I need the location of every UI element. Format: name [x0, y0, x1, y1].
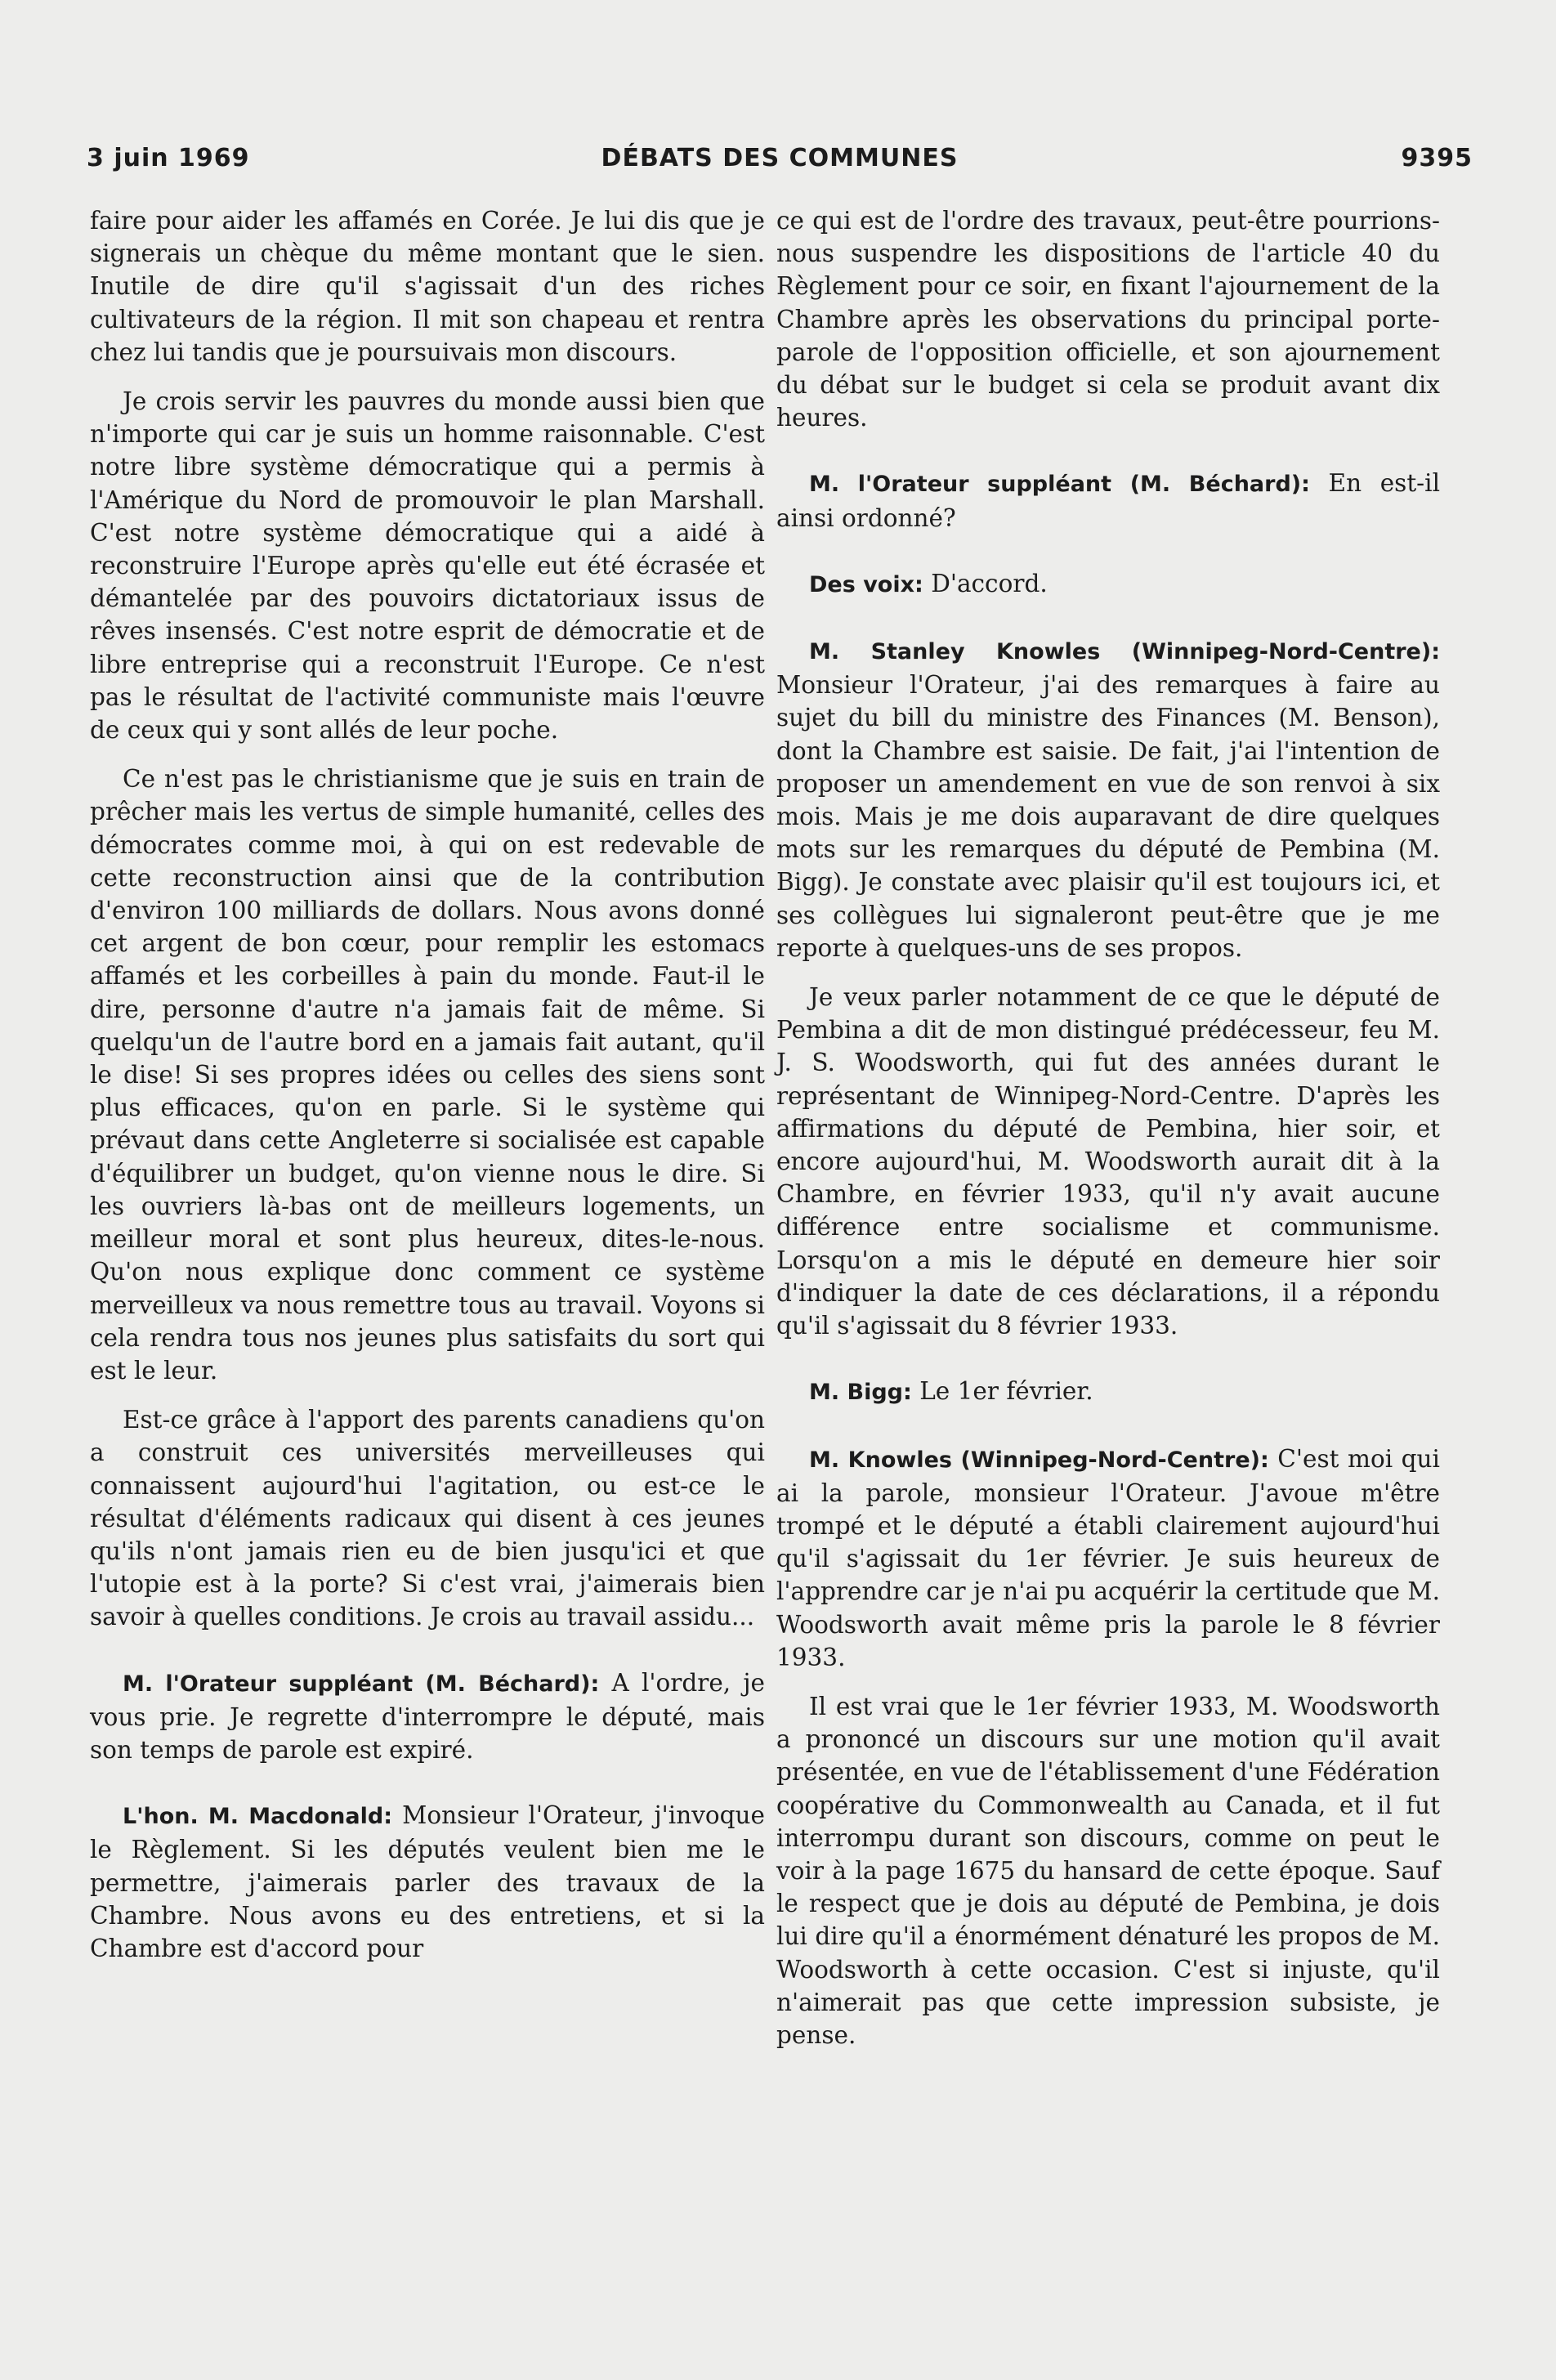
speaker-name: M. Knowles (Winnipeg-Nord-Centre): [809, 1447, 1269, 1473]
paragraph: Il est vrai que le 1er février 1933, M. Woodsworth a prononcé un discours sur une motion qu'il avait présentée, en vue de l'établissement d'une Fédération coopérative du Commonwealth au Canada, et il fut interrompu durant son discours, comme on peut le voir à la page 1675 du hansard de cette époque. Sauf le respect que je dois au député de Pembina, je dois lui dire qu'il a énormément dénaturé les propos de M. Woodsworth à cette occasion. C'est si injuste, qu'il n'aimerait pas que cette impression subsiste, je pense. [776, 1692, 1440, 2049]
speech-text: Le 1er février. [911, 1377, 1093, 1406]
speaker-name: Des voix: [809, 571, 923, 597]
right-column [776, 204, 1440, 2068]
speech-text: C'est moi qui ai la parole, monsieur l'Orateur. J'avoue m'être trompé et le député a établi clairement aujourd'hui qu'il s'agissait du 1er février. Je suis heureux de l'apprendre car je n'ai pu acquérir la certitude que M. Woodsworth avait même pris la parole le 8 février 1933. [776, 1444, 1440, 1671]
header-title: DÉBATS DES COMMUNES [601, 144, 959, 172]
speaker-name: M. l'Orateur suppléant (M. Béchard): [809, 472, 1310, 498]
speech-text: Monsieur l'Orateur, j'invoque le Règlement. Si les députés veulent bien me le permettre, j'aimerais parler des travaux de la Chambre. Nous avons eu des entretiens, et si la Chambre est d'accord pour [90, 1801, 765, 1962]
speech [776, 1443, 1440, 1674]
speech-text: Monsieur l'Orateur, j'ai des remarques à faire au sujet du bill du ministre des Finances (M. Benson), dont la Chambre est saisie. De fait, j'ai l'intention de proposer un amendement en vue de son renvoi à six mois. Mais je me dois auparavant de dire quelques mots sur les remarques du député de Pembina (M. Bigg). Je constate avec plaisir qu'il est toujours ici, et ses collègues lui signaleront peut-être que je me reporte à quelques-uns de ses propos. [776, 671, 1440, 962]
paragraph: Ce n'est pas le christianisme que je suis en train de prêcher mais les vertus de simple humanité, celles des démocrates comme moi, à qui on est redevable de cette reconstruction ainsi que de la contribution d'environ 100 milliards de dollars. Nous avons donné cet argent de bon cœur, pour remplir les estomacs affamés et les corbeilles à pain du monde. Faut-il le dire, personne d'autre n'a jamais fait de même. Si quelqu'un de l'autre bord en a jamais fait autant, qu'il le dise! Si ses propres idées ou celles des siens sont plus efficaces, qu'on en parle. Si le système qui prévaut dans cette Angleterre si socialisée est capable d'équilibrer un budget, qu'on vienne nous le dire. Si les ouvriers là-bas ont de meilleurs logements, un meilleur moral et sont plus heureux, dites-le-nous. Qu'on nous explique donc comment ce système merveilleux va nous remettre tous au travail. Voyons si cela rendra tous nos jeunes plus satisfaits du sort qui est le leur. [90, 765, 765, 1385]
speech [776, 467, 1440, 534]
speech [90, 1666, 765, 1767]
page-header [87, 144, 1473, 180]
paragraph: ce qui est de l'ordre des travaux, peut-être pourrions-nous suspendre les dispositions de l'article 40 du Règlement pour ce soir, en fixant l'ajournement de la Chambre après les observations du principal porte-parole de l'opposition officielle, et son ajournement du débat sur le budget si cela se produit avant dix heures. [776, 207, 1440, 432]
speech [776, 567, 1440, 602]
speech [90, 1799, 765, 1965]
speaker-name: L'hon. M. Macdonald: [123, 1804, 392, 1830]
page-number: 9395 [1401, 144, 1473, 172]
header-date: 3 juin 1969 [87, 144, 250, 172]
paragraph: Est-ce grâce à l'apport des parents canadiens qu'on a construit ces universités merveilleuses qui connaissent aujourd'hui l'agitation, ou est-ce le résultat d'éléments radicaux qui disent à ces jeunes qu'ils n'ont jamais rien eu de bien jusqu'ici et que l'utopie est à la porte? Si c'est vrai, j'aimerais bien savoir à quelles conditions. Je crois au travail assidu... [90, 1406, 765, 1631]
paragraph: faire pour aider les affamés en Corée. Je lui dis que je signerais un chèque du même montant que le sien. Inutile de dire qu'il s'agissait d'un des riches cultivateurs de la région. Il mit son chapeau et rentra chez lui tandis que je poursuivais mon discours. [90, 207, 765, 366]
speech-text: D'accord. [923, 569, 1048, 597]
speech-text: En est-il ainsi ordonné? [776, 469, 1441, 532]
speech-text: A l'ordre, je vous prie. Je regrette d'interrompre le député, mais son temps de parole est expiré. [90, 1668, 765, 1764]
paragraph: Je crois servir les pauvres du monde aussi bien que n'importe qui car je suis un homme raisonnable. C'est notre libre système démocratique qui a permis à l'Amérique du Nord de promouvoir le plan Marshall. C'est notre système démocratique qui a aidé à reconstruire l'Europe après qu'elle eut été écrasée et démantelée par des pouvoirs dictatoriaux issus de rêves insensés. C'est notre esprit de démocratie et de libre entreprise qui a reconstruit l'Europe. Ce n'est pas le résultat de l'activité communiste mais l'œuvre de ceux qui y sont allés de leur poche. [90, 387, 765, 745]
speech [776, 1375, 1440, 1409]
paragraph: Je veux parler notamment de ce que le député de Pembina a dit de mon distingué prédécesseur, feu M. J. S. Woodsworth, qui fut des années durant le représentant de Winnipeg-Nord-Centre. D'après les affirmations du député de Pembina, hier soir, et encore aujourd'hui, M. Woodsworth aurait dit à la Chambre, en février 1933, qu'il n'y avait aucune différence entre socialisme et communisme. Lorsqu'on a mis le député en demeure hier soir d'indiquer la date de ces déclarations, il a répondu qu'il s'agissait du 8 février 1933. [776, 983, 1440, 1340]
speech [776, 634, 1440, 964]
speaker-name: M. Stanley Knowles (Winnipeg-Nord-Centre): [809, 639, 1440, 665]
left-column [90, 204, 765, 1981]
speaker-name: M. l'Orateur suppléant (M. Béchard): [123, 1671, 600, 1697]
speaker-name: M. Bigg: [809, 1380, 912, 1406]
